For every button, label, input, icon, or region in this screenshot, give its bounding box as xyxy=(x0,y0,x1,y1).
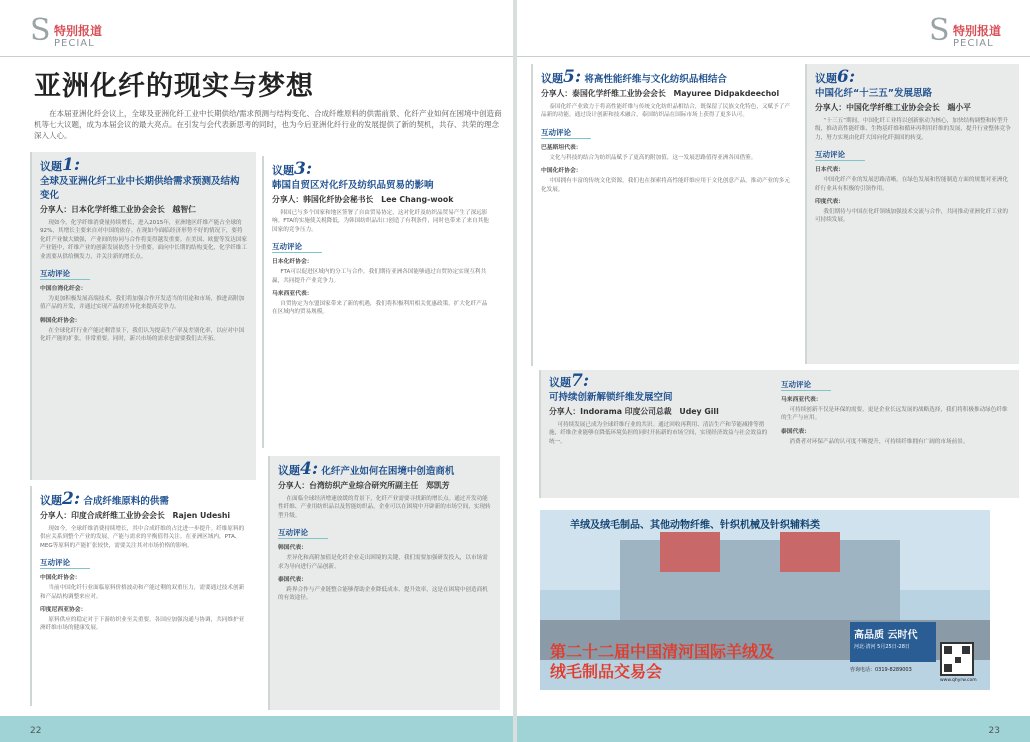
page-number-right: 23 xyxy=(988,726,1000,736)
topic-4-review-1-text: 差异化和高附加值是化纤企业走出困境的关键，我们需要加强研发投入，以市场需求为导向进行产品创新。 xyxy=(278,555,488,570)
topic-6-title: 议题6: 中国化纤“十三五”发展思路 xyxy=(815,67,932,99)
topic-2-review-2-speaker: 印度尼西亚协会： xyxy=(40,607,87,614)
topic-7-review-2-speaker: 泰国代表： xyxy=(781,428,810,435)
topic-4-body: 在面临全球经济增速放缓的背景下，化纤产业需要寻找新的增长点。通过开发功能性纤维、产业用纺织品以及智能纺织品，企业可以在困境中开辟新的市场空间，实现转型升级。 xyxy=(278,496,491,519)
topic-4-author: 分享人：台湾纺织产业综合研究所副主任 郑凯芳 xyxy=(278,481,450,490)
topic-5-review-2-text: 中国拥有丰富的传统文化资源，我们也在探索将高性能纤维应用于文化创意产品，推动产业的多元化发展。 xyxy=(541,178,790,193)
topic-3-body: 韩国已与多个国家和地区签署了自由贸易协定，这对化纤及纺织品贸易产生了深远影响。FTA的实施使关税降低，为韩国纺织品出口创造了有利条件，同时也带来了来自其他国家的竞争压力。 xyxy=(272,210,489,233)
topic-4-review-2-speaker: 泰国代表： xyxy=(278,577,307,584)
topic-1-body: 现如今，化学纤维消费量持续增长，进入2015年，亚洲地区纤维产能占全球的92%，其增长主要来自对中国的依存。在现如今面临经济形势不好的情况下，要将化纤产业做大做强，产业间的协同与合作将变得越发重要。在美国、欧盟等发达国家产业链中，纤维产业的创新发展依然十分重要。面向中长期的结构变化，化学纤维工业需要从供给侧发力，并关注新的增长点。 xyxy=(40,220,247,260)
section-title-cn: 特别报道 xyxy=(54,24,103,38)
topic-1-review-heading: 互动评论 xyxy=(40,268,90,280)
topic-4-title: 议题4: 化纤产业如何在困境中创造商机 xyxy=(278,459,455,479)
topic-2-review-1-speaker: 中国化纤协会： xyxy=(40,575,81,582)
topic-3-title: 议题3: 韩国自贸区对化纤及纺织品贸易的影响 xyxy=(272,159,434,191)
topic-5-box xyxy=(531,64,803,366)
topic-6-author: 分享人：中国化学纤维工业协会会长 端小平 xyxy=(815,103,971,112)
topic-6-box xyxy=(805,64,1019,364)
header-rule xyxy=(0,56,513,57)
footer-band-left xyxy=(0,716,513,742)
topic-5-review-heading: 互动评论 xyxy=(541,127,591,139)
topic-6-body: “十三五”期间，中国化纤工业将以创新驱动为核心，加快结构调整和转型升级，推动高性能纤维、生物基纤维和循环再利用纤维的发展，提升行业整体竞争力，努力实现由化纤大国向化纤强国的转变。 xyxy=(815,118,1011,141)
topic-7-author: 分享人：Indorama 印度公司总裁 Udey Gill xyxy=(549,407,719,416)
topic-4-box xyxy=(268,456,500,710)
topic-2-box xyxy=(30,486,256,706)
section-letter: S xyxy=(30,13,51,48)
topic-4-review-1-speaker: 韩国代表： xyxy=(278,545,307,552)
topic-7-box xyxy=(539,370,1019,498)
topic-5-author: 分享人：泰国化学纤维工业协会会长 Mayuree Didpakdeechol xyxy=(541,89,780,98)
topic-7-body: 可持续发展已成为全球纤维行业的共识。通过回收再利用、清洁生产和节能减排等措施，纤维企业能够在降低环境负担的同时开拓新的市场空间，实现经济效益与社会效益的统一。 xyxy=(549,422,768,445)
topic-2-review-2-text: 原料供应的稳定对于下游纺织业至关重要，各国应加强沟通与协调，共同维护亚洲纤维市场的健康发展。 xyxy=(40,617,245,632)
topic-3-review-2-speaker: 马来西亚代表： xyxy=(272,291,313,298)
topic-4-review-heading: 互动评论 xyxy=(278,527,328,539)
ad-website: www.qhyrw.com xyxy=(940,678,977,683)
topic-2-review-heading: 互动评论 xyxy=(40,557,90,569)
topic-1-review-2-text: 在全球化纤行业产能过剩背景下，我们认为提高生产率及差别化率，以应对中国化纤产能的扩张，非常重要。同时，新兴市场的需求也需要我们去开拓。 xyxy=(40,327,245,343)
left-page xyxy=(0,0,513,742)
topic-6-review-heading: 互动评论 xyxy=(815,149,865,161)
topic-7-review-2-text: 消费者对环保产品的认可度不断提升，可持续纤维拥有广阔的市场前景。 xyxy=(789,438,969,445)
section-title-en: PECIAL xyxy=(54,38,95,49)
topic-1-box xyxy=(30,152,256,480)
topic-2-body: 现如今，全球纤维消费持续增长，其中合成纤维的占比进一步提升。纤维原料的供应关系到整个产业的发展，产能与需求的平衡值得关注。在亚洲区域内，PTA、MEG等原料的产能扩张较快，需要关注其对市场价格的影响。 xyxy=(40,526,245,549)
topic-2-review-1-text: 当前中国化纤行业面临原料价格波动和产能过剩的双重压力，需要通过技术创新和产品结构调整来应对。 xyxy=(40,585,245,600)
ad-slogan-box: 高品质 云时代 河北·清河 5月25日-28日 xyxy=(850,622,936,662)
ad-fair-title: 第二十二届中国清河国际羊绒及 绒毛制品交易会 xyxy=(550,642,775,681)
page-headline: 亚洲化纤的现实与梦想 xyxy=(34,71,314,102)
topic-3-review-heading: 互动评论 xyxy=(272,241,322,253)
topic-5-title: 议题5: 将高性能纤维与文化纺织品相结合 xyxy=(541,67,727,87)
topic-2-title: 议题2: 合成纤维原料的供需 xyxy=(40,489,169,509)
topic-6-review-2-text: 我们期待与中国在化纤领域加强技术交流与合作，共同推动亚洲化纤工业的可持续发展。 xyxy=(815,209,1008,224)
section-letter: S xyxy=(929,13,950,48)
topic-7-main xyxy=(549,371,771,446)
ad-building-sign xyxy=(660,532,720,572)
topic-6-review-1-text: 中国化纤产业的发展思路清晰，在绿色发展和智能制造方面的规划对亚洲化纤行业具有积极的引领作用。 xyxy=(815,177,1008,192)
topic-1-title: 议题1: 全球及亚洲化纤工业中长期供给需求预测及结构变化 xyxy=(40,155,240,201)
section-header-right xyxy=(929,10,1030,50)
topic-4-review-2-text: 跨界合作与产业链整合能够帮助企业降低成本、提升效率，这是在困境中创造商机的有效途径。 xyxy=(278,587,488,602)
topic-3-box xyxy=(262,156,498,448)
topic-7-title: 议题7: 可持续创新解锁纤维发展空间 xyxy=(549,371,673,403)
topic-7-review-1-text: 可持续创新不仅是环保的需要，更是企业长远发展的战略选择，我们将积极推动绿色纤维的生产与应用。 xyxy=(781,407,1008,422)
ad-category-text: 羊绒及绒毛制品、其他动物纤维、针织机械及针织辅料类 xyxy=(570,520,820,531)
topic-3-review-1-speaker: 日本化纤协会： xyxy=(272,259,313,266)
topic-1-review-2-speaker: 韩国化纤协会： xyxy=(40,317,81,324)
ad-phone: 咨询电话：0319-8289003 xyxy=(850,667,912,673)
topic-5-review-2-speaker: 中国化纤协会： xyxy=(541,168,582,175)
topic-5-review-1-text: 文化与科技的结合为纺织品赋予了更高的附加值，这一发展思路值得亚洲各国借鉴。 xyxy=(549,154,757,161)
ad-building-sign xyxy=(780,532,840,572)
topic-1-review-1-text: 为更加积极发展高端技术，我们将加强合作开发适当的用途和市场，推进高附加值产品的开发，并通过实现产品的差异化来提高竞争力。 xyxy=(40,296,245,311)
page-number-left: 22 xyxy=(30,726,42,736)
section-title-en: PECIAL xyxy=(953,38,994,49)
topic-5-body: 泰国化纤产业致力于将高性能纤维与传统文化纺织品相结合，既保留了民族文化特色，又赋予了产品新的功能。通过设计创新和技术融合，泰国纺织品在国际市场上获得了更多认可。 xyxy=(541,104,790,119)
topic-7-reviews xyxy=(781,372,1011,446)
section-title-cn: 特别报道 xyxy=(953,24,1002,38)
topic-6-review-1-speaker: 日本代表： xyxy=(815,167,844,174)
topic-2-author: 分享人：印度合成纤维工业协会会长 Rajen Udeshi xyxy=(40,511,231,520)
topic-7-review-heading: 互动评论 xyxy=(781,379,831,391)
qr-code-icon xyxy=(940,642,974,676)
topic-7-review-1-speaker: 马来西亚代表： xyxy=(781,397,822,403)
trade-fair-advertisement xyxy=(540,510,990,690)
footer-band-right xyxy=(517,716,1030,742)
topic-3-review-2-text: 自贸协定为东盟国家带来了新的机遇，我们将积极利用相关优惠政策，扩大化纤产品在区域内的贸易规模。 xyxy=(272,301,488,316)
section-header-left xyxy=(30,10,150,50)
intro-paragraph: 在本届亚洲化纤会议上，全球及亚洲化纤工业中长期供给/需求预测与结构变化、合成纤维原料的供需前景、化纤产业如何在困境中创造商机等七大议题，成为本届会议的最大亮点。在引发与会代表新思考的同时，也为今后亚洲化纤行业的发展提供了新的契机，共存、共荣的理念深入人心。 xyxy=(34,109,502,140)
topic-5-review-1-speaker: 巴基斯坦代表： xyxy=(541,144,582,151)
topic-1-review-1-speaker: 中国台湾化纤会： xyxy=(40,286,87,293)
topic-6-review-2-speaker: 印度代表： xyxy=(815,199,844,206)
topic-3-author: 分享人：韩国化纤协会秘书长 Lee Chang-wook xyxy=(272,195,454,204)
header-rule xyxy=(517,56,1030,57)
topic-1-author: 分享人：日本化学纤维工业协会会长 越智仁 xyxy=(40,205,196,214)
topic-3-review-1-text: FTA可以促进区域内的分工与合作，我们期待亚洲各国能够通过自贸协定实现互利共赢，共同提升产业竞争力。 xyxy=(272,269,487,284)
